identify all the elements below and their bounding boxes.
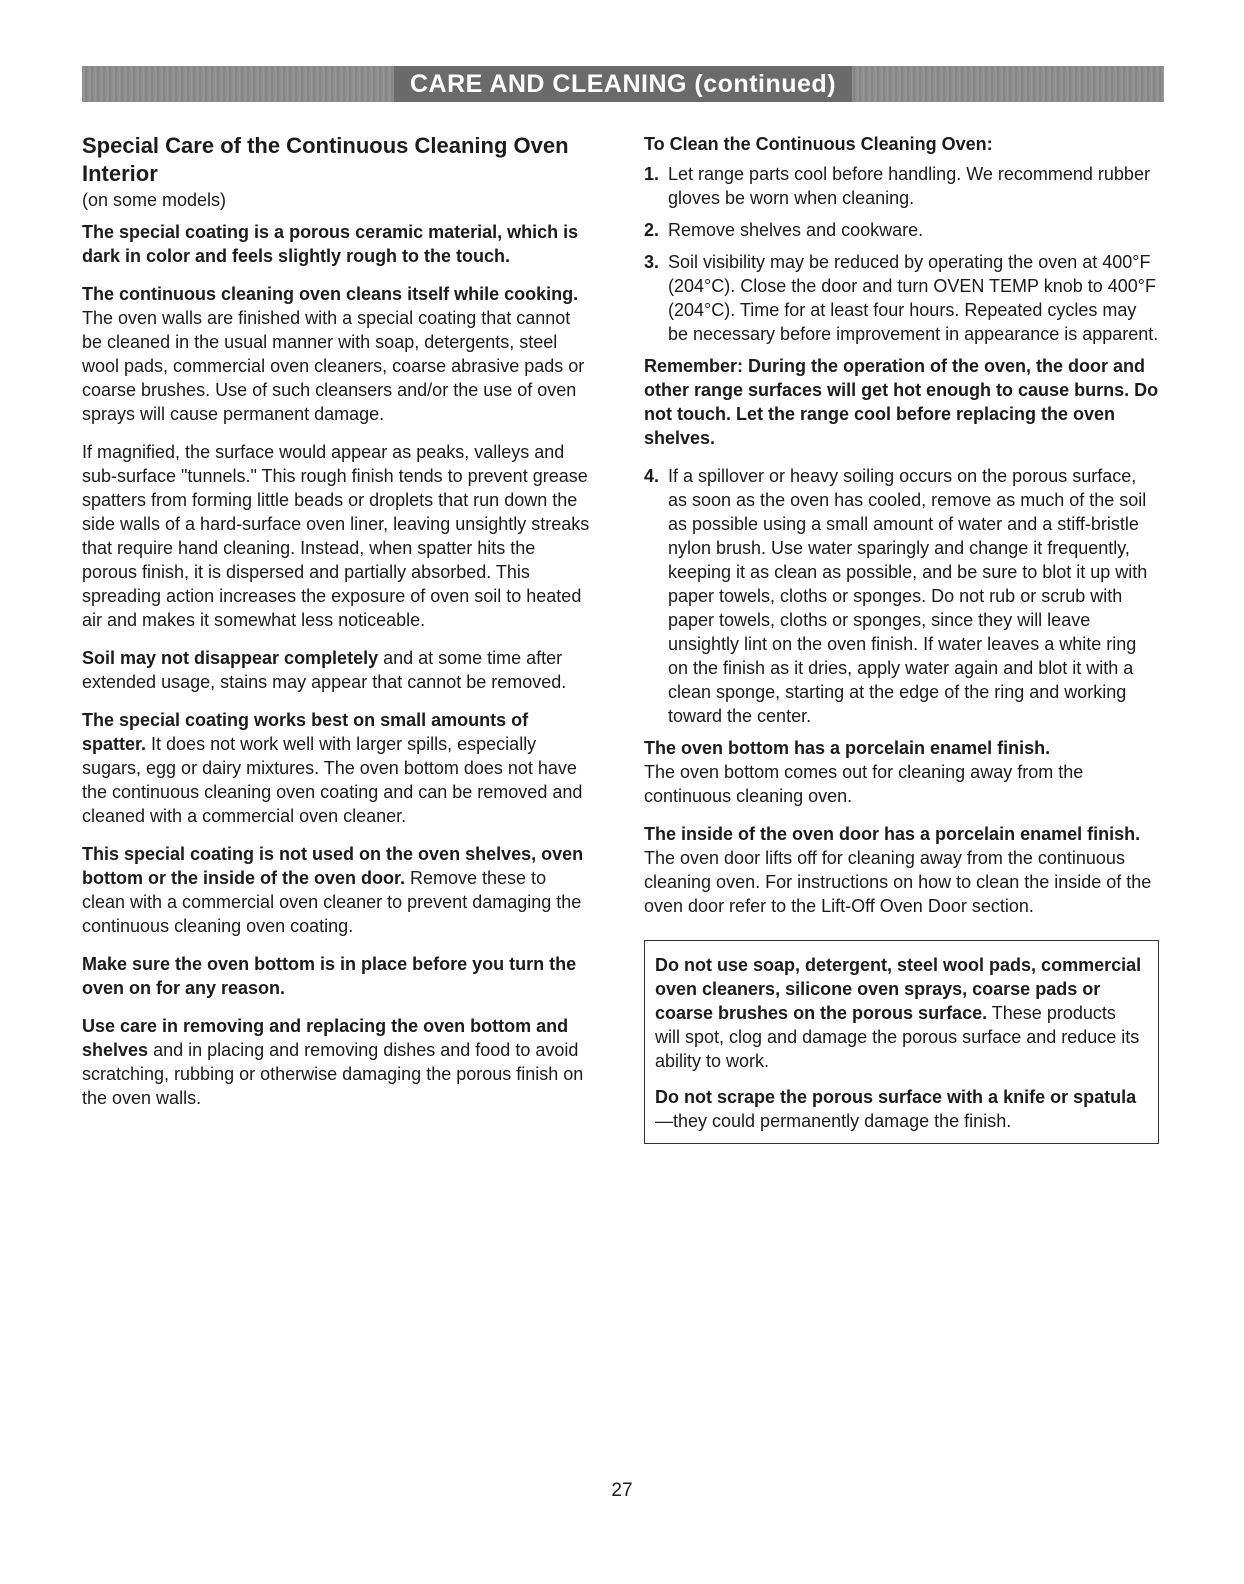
- list-item: [644, 218, 1159, 242]
- coating-description: The special coating is a porous ceramic material, which is dark in color and feels slightly rough to the touch.: [82, 222, 579, 266]
- caution-box: [644, 940, 1159, 1144]
- step-number: 3.: [644, 252, 660, 272]
- list-item: [644, 464, 1159, 728]
- caution-no-scrape: Do not scrape the porous surface with a knife or spatula—they could permanently damage the finish.: [655, 1087, 1137, 1131]
- paragraph-oven-bottom-warning: Make sure the oven bottom is in place before you turn the oven on for any reason.: [82, 954, 577, 998]
- right-column: [644, 132, 1159, 1144]
- step-number: 2.: [644, 220, 660, 240]
- section-heading: Special Care of the Continuous Cleaning Oven Interior: [82, 133, 569, 186]
- list-item: [644, 162, 1159, 210]
- step-text: Remove shelves and cookware.: [668, 220, 924, 240]
- paragraph-oven-door-finish: The inside of the oven door has a porcelain enamel finish. The oven door lifts off for cleaning away from the continuous cleaning oven. For instructions on how to clean the inside of the oven door refer to the Lift-Off Oven Door section.: [644, 824, 1152, 916]
- cleaning-steps-heading: To Clean the Continuous Cleaning Oven:: [644, 134, 993, 154]
- section-header-banner: [82, 66, 1164, 102]
- remember-warning: Remember: During the operation of the oven, the door and other range surfaces will get hot enough to cause burns. Do not touch. Let the range cool before replacing the oven shelves.: [644, 356, 1159, 448]
- step-text: Soil visibility may be reduced by operating the oven at 400°F (204°C). Close the door and turn OVEN TEMP knob to 400°F (204°C). Time for at least four hours. Repeated cycles may be necessary before improvement in appearance is apparent.: [668, 252, 1159, 344]
- paragraph-oven-bottom-finish: The oven bottom has a porcelain enamel finish. The oven bottom comes out for cleaning away from the continuous cleaning oven.: [644, 738, 1084, 806]
- cleaning-steps-list-continued: [644, 464, 1159, 728]
- page-number: 27: [611, 1480, 633, 1501]
- paragraph-coating: [82, 220, 594, 268]
- paragraph-use-care: Use care in removing and replacing the oven bottom and shelves and in placing and removing dishes and food to avoid scratching, rubbing or otherwise damaging the porous finish on the oven walls.: [82, 1016, 584, 1108]
- cleaning-steps-list: [644, 162, 1159, 346]
- model-note: (on some models): [82, 190, 227, 210]
- paragraph-magnified: If magnified, the surface would appear as peaks, valleys and sub-surface "tunnels." This rough finish tends to prevent grease spatters from forming little beads or droplets that run down the side walls of a hard-surface oven liner, leaving unsightly streaks that require hand cleaning. Instead, when spatter hits the porous finish, it is dispersed and partially absorbed. This spreading action increases the exposure of oven soil to heated air and makes it somewhat less noticeable.: [82, 442, 590, 630]
- paragraph-spatter: The special coating works best on small amounts of spatter. It does not work well with larger spills, especially sugars, egg or dairy mixtures. The oven bottom does not have the continuous cleaning oven coating and can be removed and cleaned with a commercial oven cleaner.: [82, 710, 583, 826]
- step-text: If a spillover or heavy soiling occurs on the porous surface, as soon as the oven has cooled, remove as much of the soil as possible using a small amount of water and a stiff-bristle nylon brush. Use water sparingly and change it frequently, keeping it as clean as possible, and be sure to blot it up with paper towels, cloths or sponges. Do not rub or scrub with paper towels, cloths or sponges, since they will leave unsightly lint on the oven finish. If water leaves a white ring on the finish as it dries, apply water again and blot it with a clean sponge, starting at the edge of the ring and working toward the center.: [668, 466, 1148, 726]
- section-title: CARE AND CLEANING (continued): [394, 66, 852, 102]
- paragraph-soil: Soil may not disappear completely and at some time after extended usage, stains may appear that cannot be removed.: [82, 648, 567, 692]
- step-number: 1.: [644, 164, 660, 184]
- step-text: Let range parts cool before handling. We recommend rubber gloves be worn when cleaning.: [668, 164, 1150, 208]
- caution-no-cleaners: Do not use soap, detergent, steel wool pads, commercial oven cleaners, silicone oven sprays, coarse pads or coarse brushes on the porous surface. These products will spot, clog and damage the porous surface and reduce its ability to work.: [655, 955, 1142, 1071]
- left-column: [82, 132, 594, 1124]
- paragraph-self-cleaning: The continuous cleaning oven cleans itself while cooking. The oven walls are finished with a special coating that cannot be cleaned in the usual manner with soap, detergents, steel wool pads, commercial oven cleaners, coarse abrasive pads or coarse brushes. Use of such cleansers and/or the use of oven sprays will cause permanent damage.: [82, 284, 585, 424]
- step-number: 4.: [644, 466, 660, 486]
- list-item: [644, 250, 1159, 346]
- paragraph-not-used: This special coating is not used on the oven shelves, oven bottom or the inside of the oven door. Remove these to clean with a commercial oven cleaner to prevent damaging the continuous cleaning oven coating.: [82, 844, 584, 936]
